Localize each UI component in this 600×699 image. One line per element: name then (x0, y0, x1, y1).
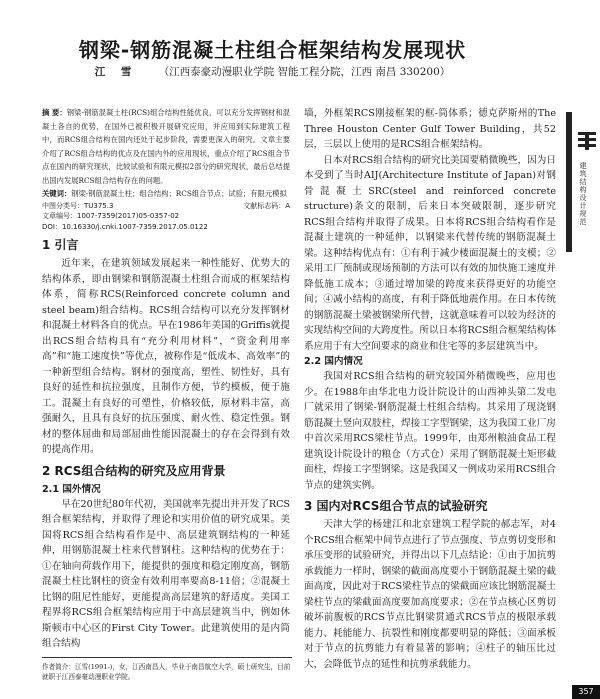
building-icon (576, 130, 598, 152)
right-paragraph-1: 墙，外框架RCS刚接框架的框-筒体系；德克萨斯州的The Three Houston Center Gulf Tower Building，共52层，三层以上使用的是RCS组合框架结构。 (304, 108, 556, 150)
author-line (0, 64, 545, 79)
section-2-1-text: 早在20世纪80年代初，美国就率先提出并开发了RCS组合框架结构，并取得了理论和实用价值的研究成果。美国将RCS组合结构看作是中、高层建筑钢结构的一种延伸，用钢筋混凝土柱来代替钢柱。这种结构的优势在于：①在轴向荷载作用下，能提供的强度和稳定刚度高，钢筋混凝土柱比钢柱的资金有效利用率要高8-11倍；②混凝土比钢的阻尼性能好，更能提高高层建筑的舒适度。美国工程界将RCS组合框架结构应用于中高层建筑当中，例如休斯顿市中心区的First City Tower。此建筑使用的是内筒组合结构 (42, 498, 290, 649)
section-2-2-heading: 2.2 国内情况 (304, 356, 363, 367)
left-column (42, 106, 290, 652)
keywords (42, 187, 290, 201)
document-code: 文献标志码：A (243, 201, 290, 210)
article-number: 文章编号：1007-7359(2017)05-0357-02 (42, 212, 180, 220)
section-1-heading: 1 引言 (42, 238, 79, 252)
journal-sidebar (556, 112, 600, 252)
author-name: 江 雪 (94, 66, 138, 78)
clc-number: 中图分类号：TU375.3 (42, 201, 114, 210)
sidebar-label: 建筑结构设计规范 (579, 162, 587, 226)
keywords-text: 钢梁-钢筋混凝土柱；组合结构；RCS组合节点；试验；有限元模拟 (71, 189, 287, 198)
abstract-label: 摘 要： (42, 108, 67, 117)
doi: DOI：10.16330/j.cnki.1007-7359.2017.05.0122 (42, 222, 208, 231)
footnote: 作者简介：江雪(1991-)，女，江西南昌人，毕业于南昌航空大学，硕士研究生，目前就职于江西泰豪动漫职业学院。 (42, 657, 292, 682)
abstract-text: 钢梁-钢筋混凝土柱(RCS)组合结构性能优良，可以充分发挥钢材和混凝土各自的优势，在国外已被积极开展研究应用，并应用到实际建筑工程中，而RCS组合结构在国内还处于起步阶段，需要更深入的研究。文章主要介绍了RCS组合结构的优点及在国内外的应用现状，重点介绍了RCS组合节点在国内的研究现状，比较试验和有限元模拟2部分的研究现状，最后总结提出国内发展RCS组合结构存在的问题。 (42, 108, 291, 185)
sidebar-bar (566, 112, 572, 252)
section-2-1-heading: 2.1 国外情况 (42, 483, 101, 495)
author-affiliation: （江西泰豪动漫职业学院 智能工程分院，江西 南昌 330200） (158, 66, 451, 78)
section-3-text: 天津大学的杨建江和北京建筑工程学院的郝志军，对4个RCS组合框架中间节点进行了节点强度、节点剪切变形和承压变形的试验研究，并得出以下几点结论：①由于加抗剪承载能力一样时，钢梁的截面高度要小于钢筋混凝土梁的截面高度，因此对于RCS梁柱节点的梁截面应该比钢筋混凝土梁柱节点的梁截面高度要加高度要求；②在节点核心区剪切破坏前腹板的RCS节点比钢梁贯通式RCS节点的极限承载能力、耗能能力、抗裂性和刚度都要明显的降低；③面承板对于节点的抗剪能力有着显著的影响；④柱子的轴压比过大，会降低节点的延性和抗剪承载能力。 (304, 519, 556, 670)
keywords-label: 关键词： (42, 189, 72, 198)
section-2-2-text: 我国对RCS组合结构的研究较国外稍微晚些，应用也少。在1988年由华北电力设计院设计的山西神头第二发电厂就采用了钢梁-钢筋混凝土柱组合结构。其采用了现浇钢筋混凝土竖向双肢柱，焊接工字型钢梁，这为我国工业厂房中首次采用RCS梁柱节点。1999年，由郑州粮油食品工程建筑设计院设计的粮仓（方式仓）采用了钢筋混凝土矩形截面柱，焊接工字型钢梁。这是我国又一例成功采用RCS组合节点的建筑实例。 (304, 371, 556, 491)
abstract (42, 106, 290, 187)
section-3-heading: 3 国内对RCS组合节点的试验研究 (304, 499, 488, 513)
section-1-text: 近年来，在建筑领域发展起来一种性能好、优势大的结构体系，即由钢梁和钢筋混凝土柱组合而成的框架结构体系，简称RCS(Reinforced concrete column and steel beam)组合结构。RCS组合结构可以充分发挥钢材和混凝土材料各自的优点。早在1986年美国的Griffis就提出RCS组合结构具有“充分利用材料”，“资金利用率高”和“施工速度快”等优点，被称作是“低成本、高效率”的一种新型组合结构。钢材的强度高，塑性、韧性好，具有良好的延性和抗拉强度，且制作方便，节约模板，便于施工。混凝土有良好的可塑性，价格较低，原材料丰富，高强耐久，且具有良好的抗压强度、耐火性、稳定性强。钢材的整体屈曲和局部屈曲性能因混凝土的存在会得到有效的提高作用。 (42, 258, 290, 455)
article-meta (42, 201, 290, 233)
right-paragraph-2: 日本对RCS组合结构的研究比美国要稍微晚些，因为日本受到了当时AIJ(Architecture Institute of Japan)对钢骨混凝土SRC(steel and reinforced concrete structure)条文的限制，后来日本突破限制，逐步研究RCS组合结构并取得了成果。日本将RCS组合结构看作是混凝土建筑的一种延伸，以钢梁来代替传统的钢筋混凝土梁。这种结构优点有：①有利于减少楼面混凝土的支模；②采用工厂预制或现场预制的方法可以有效的加快施工速度并降低施工成本；③通过增加梁的跨度来获得更好的功能空间；④减小结构的高度，有利于降低地震作用。在日本传统的钢筋混凝土梁被钢梁所代替，这就意味着可以较为经济的实现结构空间的大跨度性。所以日本将RCS组合框架结构体系应用于有大空间要求的商业和住宅等的多层建筑当中。 (304, 154, 556, 352)
article-title: 钢梁-钢筋混凝土柱组合框架结构发展现状 (78, 38, 467, 62)
section-2-heading: 2 RCS组合结构的研究及应用背景 (42, 463, 226, 478)
page-number: 357 (572, 685, 600, 699)
right-column (304, 106, 556, 672)
